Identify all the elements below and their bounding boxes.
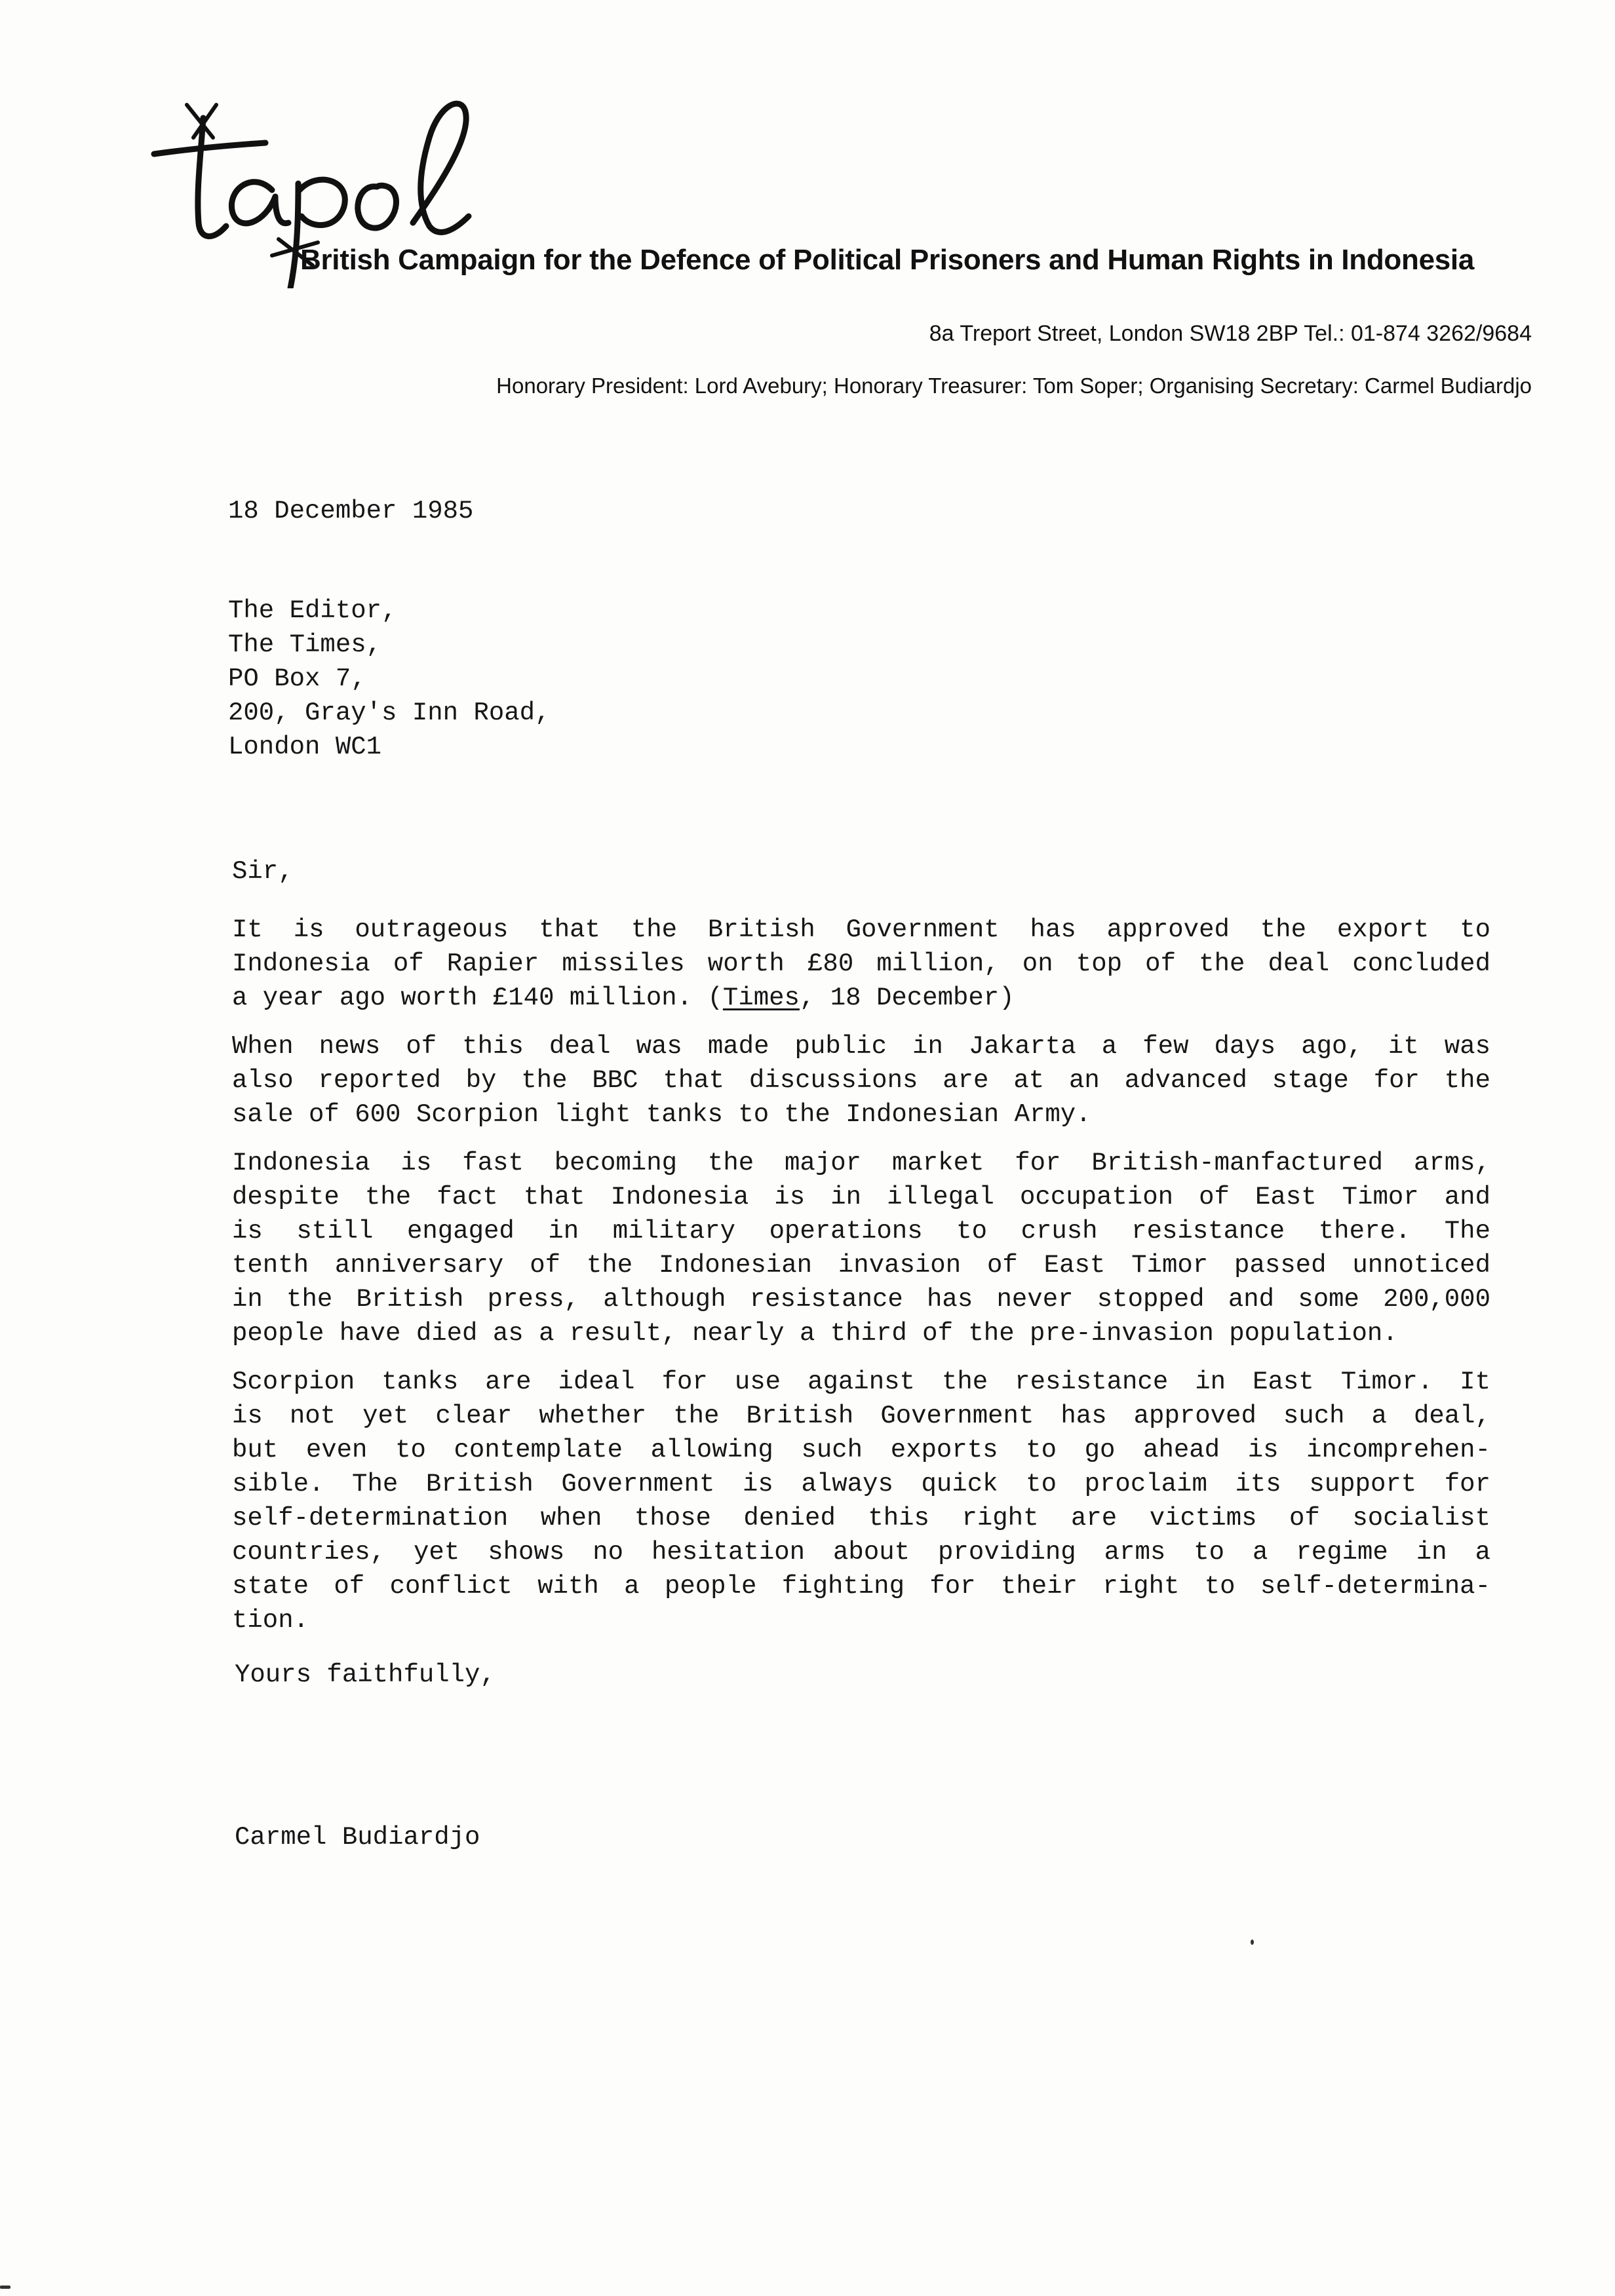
body-line: Scorpion tanks are ideal for use against the resistance in East Timor. It: [232, 1368, 1490, 1396]
body-line: Indonesia of Rapier missiles worth £80 million, on top of the deal concluded: [232, 949, 1490, 978]
scan-speck: [0, 2286, 10, 2289]
recipient-address: [228, 594, 550, 764]
body-line: tenth anniversary of the Indonesian invasion of East Timor passed unnoticed: [232, 1251, 1490, 1280]
body-line: sale of 600 Scorpion light tanks to the Indonesian Army.: [232, 1100, 1091, 1129]
body-line: countries, yet shows no hesitation about providing arms to a regime in a: [232, 1538, 1490, 1567]
scan-speck: [1251, 1940, 1254, 1945]
paragraph-1: [232, 913, 1490, 1015]
body-line: sible. The British Government is always quick to proclaim its support for: [232, 1470, 1490, 1499]
recipient-line: The Editor,: [228, 596, 397, 625]
body-line: but even to contemplate allowing such exports to go ahead is incomprehen-: [232, 1436, 1490, 1464]
recipient-line: PO Box 7,: [228, 664, 366, 693]
body-line: in the British press, although resistance has never stopped and some 200,000: [232, 1285, 1490, 1314]
body-line: It is outrageous that the British Government has approved the export to: [232, 915, 1490, 944]
body-line: despite the fact that Indonesia is in illegal occupation of East Timor and: [232, 1183, 1490, 1212]
body-line-text: a year ago worth £140 million. (: [232, 984, 723, 1012]
recipient-line: 200, Gray's Inn Road,: [228, 698, 551, 727]
letter-body: [232, 913, 1490, 1652]
body-line: people have died as a result, nearly a third of the pre-invasion population.: [232, 1319, 1398, 1348]
paragraph-3: [232, 1146, 1490, 1350]
body-line: When news of this deal was made public in Jakarta a few days ago, it was: [232, 1032, 1490, 1061]
letter-date: 18 December 1985: [228, 497, 474, 526]
body-line: [232, 981, 1490, 1015]
newspaper-citation: Times: [722, 984, 800, 1012]
body-line-text: , 18 December): [799, 984, 1015, 1012]
recipient-line: London WC1: [228, 733, 382, 761]
organisation-name: British Campaign for the Defence of Political Prisoners and Human Rights in Indonesia: [300, 244, 1475, 276]
body-line: state of conflict with a people fighting for their right to self-determina-: [232, 1572, 1490, 1601]
paragraph-2: [232, 1029, 1490, 1132]
organisation-officers: Honorary President: Lord Avebury; Honorary Treasurer: Tom Soper; Organising Secretary: Carmel Budiardjo: [496, 373, 1532, 398]
salutation: Sir,: [232, 857, 294, 886]
paragraph-4: [232, 1365, 1490, 1637]
closing: Yours faithfully,: [235, 1660, 496, 1689]
body-line: is not yet clear whether the British Government has approved such a deal,: [232, 1402, 1490, 1430]
body-line: self-determination when those denied this right are victims of socialist: [232, 1504, 1490, 1533]
body-line: is still engaged in military operations to crush resistance there. The: [232, 1217, 1490, 1246]
signatory-name: Carmel Budiardjo: [235, 1823, 480, 1852]
body-line: also reported by the BBC that discussions are at an advanced stage for the: [232, 1066, 1490, 1095]
body-line: tion.: [232, 1606, 309, 1635]
body-line: Indonesia is fast becoming the major market for British-manfactured arms,: [232, 1149, 1490, 1177]
recipient-line: The Times,: [228, 630, 382, 659]
organisation-address: 8a Treport Street, London SW18 2BP Tel.: 01-874 3262/9684: [929, 321, 1532, 346]
